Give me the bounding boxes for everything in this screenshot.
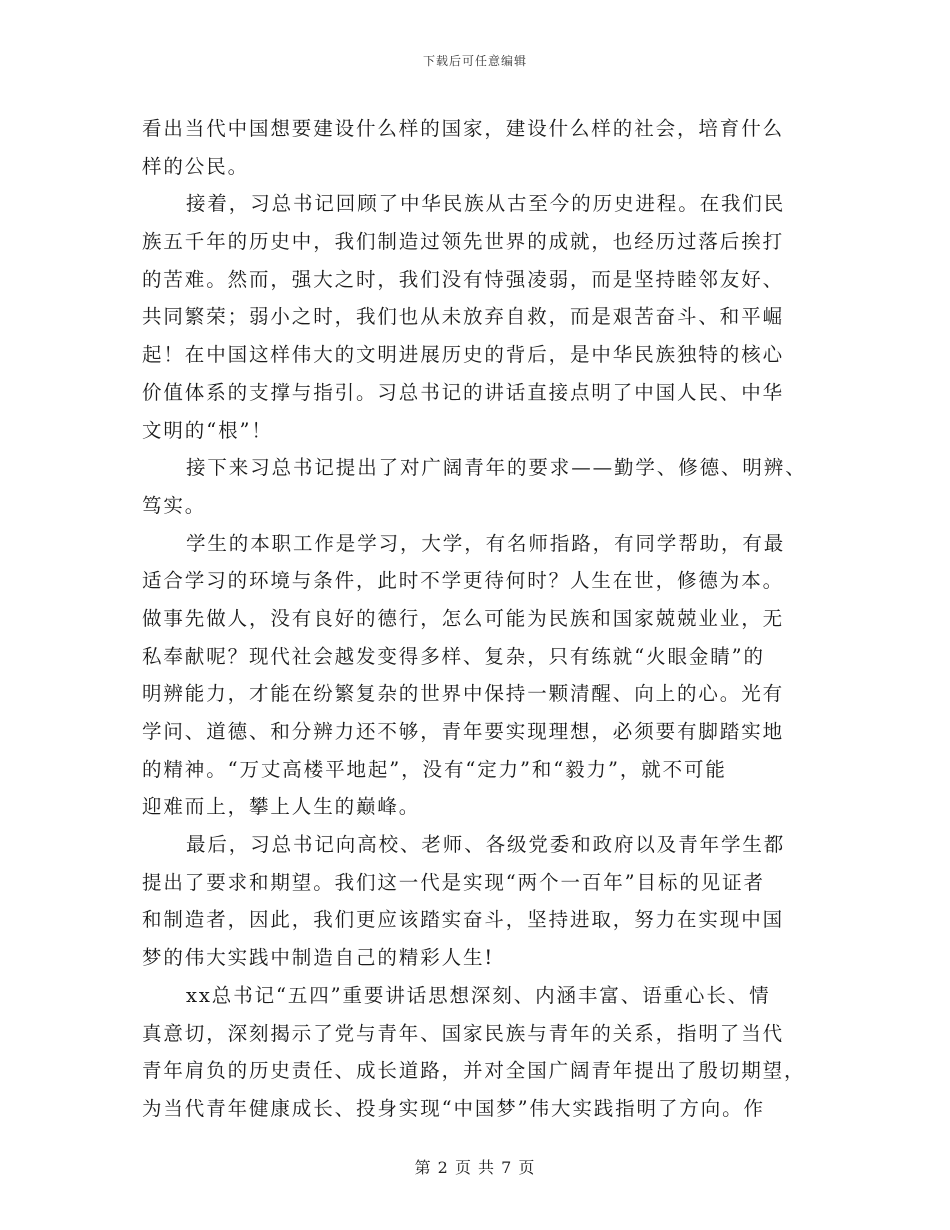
text-line: 学生的本职工作是学习，大学，有名师指路，有同学帮助，有最 [186,531,786,555]
text-line: 接下来习总书记提出了对广阔青年的要求——勤学、修德、明辨、 [186,456,807,480]
text-line: 接着，习总书记回顾了中华民族从古至今的历史进程。在我们民 [186,192,786,216]
text-line: xx总书记“五四”重要讲话思想深刻、内涵丰富、语重心长、情 [186,983,771,1007]
document-body [142,110,812,1128]
text-line: 迎难而上，攀上人生的巅峰。 [142,795,421,819]
text-line: 青年肩负的历史责任、成长道路，并对全国广阔青年提出了殷切期望， [142,1059,806,1083]
text-line: 私奉献呢？现代社会越发变得多样、复杂，只有练就“火眼金睛”的 [142,644,765,668]
text-line: 做事先做人，没有良好的德行，怎么可能为民族和国家兢兢业业，无 [142,606,785,630]
text-line: 学问、道德、和分辨力还不够，青年要实现理想，必须要有脚踏实地 [142,720,785,743]
text-line: 共同繁荣；弱小之时，我们也从未放弃自救，而是艰苦奋斗、和平崛 [142,305,785,329]
text-line: 适合学习的环境与条件，此时不学更待何时？人生在世，修德为本。 [142,569,785,593]
text-line: 文明的“根”！ [142,418,273,442]
text-line: 为当代青年健康成长、投身实现“中国梦”伟大实践指明了方向。作 [142,1096,765,1120]
text-line: 族五千年的历史中，我们制造过领先世界的成就，也经历过落后挨打 [142,230,785,254]
text-line: 价值体系的支撑与指引。习总书记的讲话直接点明了中国人民、中华 [142,380,785,404]
text-line: 最后，习总书记向高校、老师、各级党委和政府以及青年学生都 [186,833,786,857]
page-header: 下载后可任意编辑 [422,54,527,68]
text-line: 样的公民。 [142,154,250,178]
page-footer [0,1155,950,1178]
text-line: 的苦难。然而，强大之时，我们没有恃强凌弱，而是坚持睦邻友好、 [142,267,785,291]
text-line: 真意切，深刻揭示了党与青年、国家民族与青年的关系，指明了当代 [142,1021,785,1045]
page-number-label: 第 2 页 共 7 页 [414,1158,536,1177]
text-line: 的精神。“万丈高楼平地起”，没有“定力”和“毅力”，就不可能 [142,757,727,781]
text-line: 起！在中国这样伟大的文明进展历史的背后，是中华民族独特的核心 [142,343,785,367]
text-line: 和制造者，因此，我们更应该踏实奋斗，坚持进取，努力在实现中国 [142,908,785,932]
text-line: 明辨能力，才能在纷繁复杂的世界中保持一颗清醒、向上的心。光有 [142,682,785,706]
text-line: 梦的伟大实践中制造自己的精彩人生! [142,946,495,970]
text-line: 提出了要求和期望。我们这一代是实现“两个一百年”目标的见证者 [142,870,765,894]
text-line: 看出当代中国想要建设什么样的国家，建设什么样的社会，培育什么 [142,117,785,140]
text-line: 笃实。 [142,493,207,517]
